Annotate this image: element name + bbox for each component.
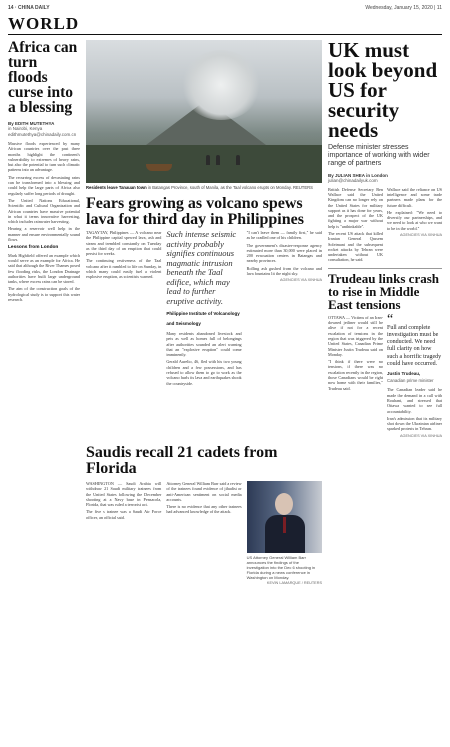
africa-subhead: Lessons from London — [8, 245, 59, 251]
volcano-col-2-text — [166, 331, 241, 386]
volcano-para: TAGAYTAY, Philippines — A volcano near the Philippine capital spewed lava, ash and steam and trembled constantly on Tuesday as the third day of an eruption that could persist for weeks. — [86, 230, 162, 257]
uk-para: British Defense Secretary Ben Wallace said the United Kingdom can no longer rely on the United States for military support as it has done for years, and the prospect of the UK fighting a major war without help is "unthinkable". — [328, 186, 383, 229]
trudeau-col-1 — [328, 315, 383, 438]
volcano-col-2 — [166, 230, 241, 388]
saudi-col-3 — [247, 481, 322, 585]
uk-col-1 — [328, 187, 383, 265]
africa-para: Hearing a reservoir well help in the manner and ensure environmentally sound flows. — [8, 226, 80, 243]
pull-quote-text: Such intense seismic activity probably signifies continuous magmatic intrusion beneath the Taal edifice, which may lead to further eruptive activity. — [166, 229, 237, 306]
africa-byline: By EDITH MUTETHYA — [8, 121, 55, 126]
uk-headline[interactable]: UK must look beyond US for security needs — [328, 38, 438, 142]
trudeau-article — [328, 272, 442, 438]
volcano-para: "I can't leave them — family first," he said as he cradled one of his children. — [246, 230, 322, 241]
trudeau-para: "I think if there were no tensions, if there was no escalation recently in the region, those Canadians would be right now home with their families," Trudeau said. — [328, 359, 383, 391]
masthead-date: Wednesday, January 15, 2020 | 11 — [365, 5, 442, 11]
barr-caption: US Attorney General William Barr announces the findings of the investigation into the Dec 6 shooting in Florida during a news conference in Washington on Monday. — [246, 555, 316, 580]
africa-para: Massive floods experienced by many African countries over the past three months highlight the continent's vulnerability to extremes of heavy rains, but also the potential to turn such climatic patterns into an advantage. — [8, 141, 80, 173]
person — [216, 155, 220, 165]
foreground-ground — [86, 145, 322, 183]
caption-bold: Residents leave Tanauan town — [86, 185, 147, 190]
right-column — [328, 40, 442, 438]
africa-body — [8, 141, 80, 302]
quote-source: Justin Trudeau, — [387, 370, 421, 376]
barr-tie — [283, 517, 286, 533]
ash-plume — [181, 50, 261, 120]
saudi-headline[interactable]: Saudis recall 21 cadets from Florida — [86, 444, 278, 477]
saudi-para: The five s trainee was a Saudi Air Force officer, an official said. — [86, 509, 162, 520]
trudeau-para: OTTAWA — Victims of an Iran-downed jetliner would still be alive if not for a recent escalation of tensions in the region that was triggered by the United States, Canadian Prime Minister Justin Trudeau said on Monday. — [328, 314, 383, 357]
saudi-col-1 — [86, 481, 161, 585]
volcano-para: The continuing restiveness of the Taal volcano after it rumbled to life on Sunday, in which many could easily fuel a violent explosive eruption, as scientists warned. — [86, 258, 162, 280]
uk-col-2 — [387, 187, 442, 265]
uk-credit: AGENCIES VIA XINHUA — [400, 232, 442, 237]
volcano-col-1 — [86, 230, 161, 388]
trudeau-credit: AGENCIES VIA XINHUA — [400, 433, 442, 438]
barr-photo — [247, 481, 322, 553]
africa-email[interactable]: edithmutethya@chinadaily.com.cn — [8, 132, 77, 137]
volcano-para: The government's disaster-response agency estimated more than 30,000 were placed in 200 evacuation centers in Batangas and nearby provinces. — [246, 242, 322, 264]
uk-email[interactable]: julian@chinadailyuk.com — [328, 177, 378, 183]
quote-text: Full and complete investigation must be conducted. We need full clarity on how such a horrific tragedy could have occurred. — [387, 324, 442, 367]
section-title: WORLD — [8, 14, 80, 33]
africa-para: Mark Highfield offered an example which would serve as an example for Africa. He said that although the River Thames posed few flooding risks, the London Drainage authorities have built large underground tanks, where excess rains can be stored. — [8, 252, 80, 285]
saudi-para: WASHINGTON — Saudi Arabia will withdraw 21 Saudi military trainees from the United States following the December shooting at a Navy base in Pensacola, Florida, that was ruled a terrorist act. — [86, 481, 162, 508]
masthead-left: 14 · CHINA DAILY — [8, 5, 50, 11]
uk-byline: By JULIAN SHEA in London — [328, 172, 388, 178]
volcano-columns — [86, 230, 322, 388]
barr-head — [275, 493, 293, 515]
trudeau-columns — [328, 311, 442, 438]
volcano-photo — [86, 40, 322, 183]
uk-deck: Defense minister stresses importance of working with wider range of partners — [328, 144, 430, 168]
volcano-para: Rolling ash gushed from the volcano and lava fountains lit the night sky. — [246, 265, 322, 277]
person — [206, 155, 210, 165]
trudeau-para: The Canadian leader said he made the demand in a call with Rouhani, and stressed that Ottawa wanted to see full accountability. — [387, 387, 442, 414]
uk-para: The recent US attack that killed Iranian General Qassem Soleimani and the subsequent rocket attacks by Tehran were undertaken without UK consultation, he said. — [328, 230, 383, 263]
trudeau-headline[interactable]: Trudeau links crash to rise in Middle East tensions — [328, 270, 440, 312]
saudi-para: Attorney General William Barr said a review of the trainees found evidence of jihadist or anti-American sentiment on social media accounts. — [166, 481, 242, 502]
trudeau-col-2 — [387, 311, 442, 438]
volcano-caption — [86, 185, 322, 190]
saudi-col-2 — [166, 481, 241, 585]
africa-headline[interactable]: Africa can turn floods curse into a blessing — [8, 39, 78, 116]
uk-para: Wallace said the reliance on US intelligence and some trade partners made plans for the future difficult. — [387, 186, 442, 208]
africa-location: in Nairobi, Kenya — [8, 126, 43, 131]
quote-mark-icon: “ — [387, 311, 394, 327]
pull-quote-source: Philippine Institute of Volcanology and Seismology — [166, 311, 240, 326]
person — [236, 155, 240, 165]
saudi-para: There is no evidence that any other trainees had advanced knowledge of the attack. — [166, 504, 242, 515]
article-divider — [328, 268, 442, 269]
volcano-para: Gerald Aurelio, 46, fled with his two young children and a few possessions, and has refused to allow them to go to work as the volcano hurls its lava and earthquakes shook the countryside. — [166, 359, 242, 386]
volcano-para: Many residents abandoned livestock and pets as well as homes full of belongings after authorities sounded an alert warning that an "explosive eruption" could come imminently. — [166, 331, 242, 358]
uk-para: He explained: "We need to diversify our partnerships, and we need to look at who we want to be in the world." — [387, 209, 442, 231]
barr-credit: KEVIN LAMARQUE / REUTERS — [266, 581, 322, 585]
pull-quote — [166, 230, 241, 328]
masthead — [8, 4, 442, 14]
volcano-col-3 — [247, 230, 322, 388]
africa-para: The aim of the construction goals of the hydrological study is to support this water research. — [8, 286, 80, 303]
trudeau-para: Iran's admission that its military shot down the Ukrainian airliner sparked protests in Tehran. — [387, 415, 442, 432]
trudeau-quote — [387, 311, 442, 385]
uk-columns — [328, 187, 442, 265]
trudeau-col-2-text — [387, 387, 442, 431]
volcano-article — [86, 196, 322, 388]
saudi-article — [86, 445, 322, 585]
caption-rest: in Batangas Province, south of Manila, as the Taal volcano erupts on Monday. REUTERS — [147, 185, 313, 190]
section-rule — [8, 34, 442, 35]
africa-para: The recurring excess of devastating rains can be transformed into a blessing and could help the large parts of Africa also regularly suffer long periods of drought. — [8, 174, 80, 196]
boat — [146, 164, 172, 171]
volcano-credit: AGENCIES VIA XINHUA — [279, 278, 322, 283]
quote-source-title: Canadian prime minister — [387, 378, 434, 384]
volcano-headline[interactable]: Fears growing as volcano spews lava for third day in Philippines — [86, 195, 304, 228]
saudi-columns — [86, 481, 322, 585]
africa-para: The United Nations Educational, Scientific and Cultural Organization and African countries have massive potential in what it terms innovative harvesting, which includes rainwater harvesting. — [8, 197, 80, 225]
africa-article — [8, 40, 80, 304]
